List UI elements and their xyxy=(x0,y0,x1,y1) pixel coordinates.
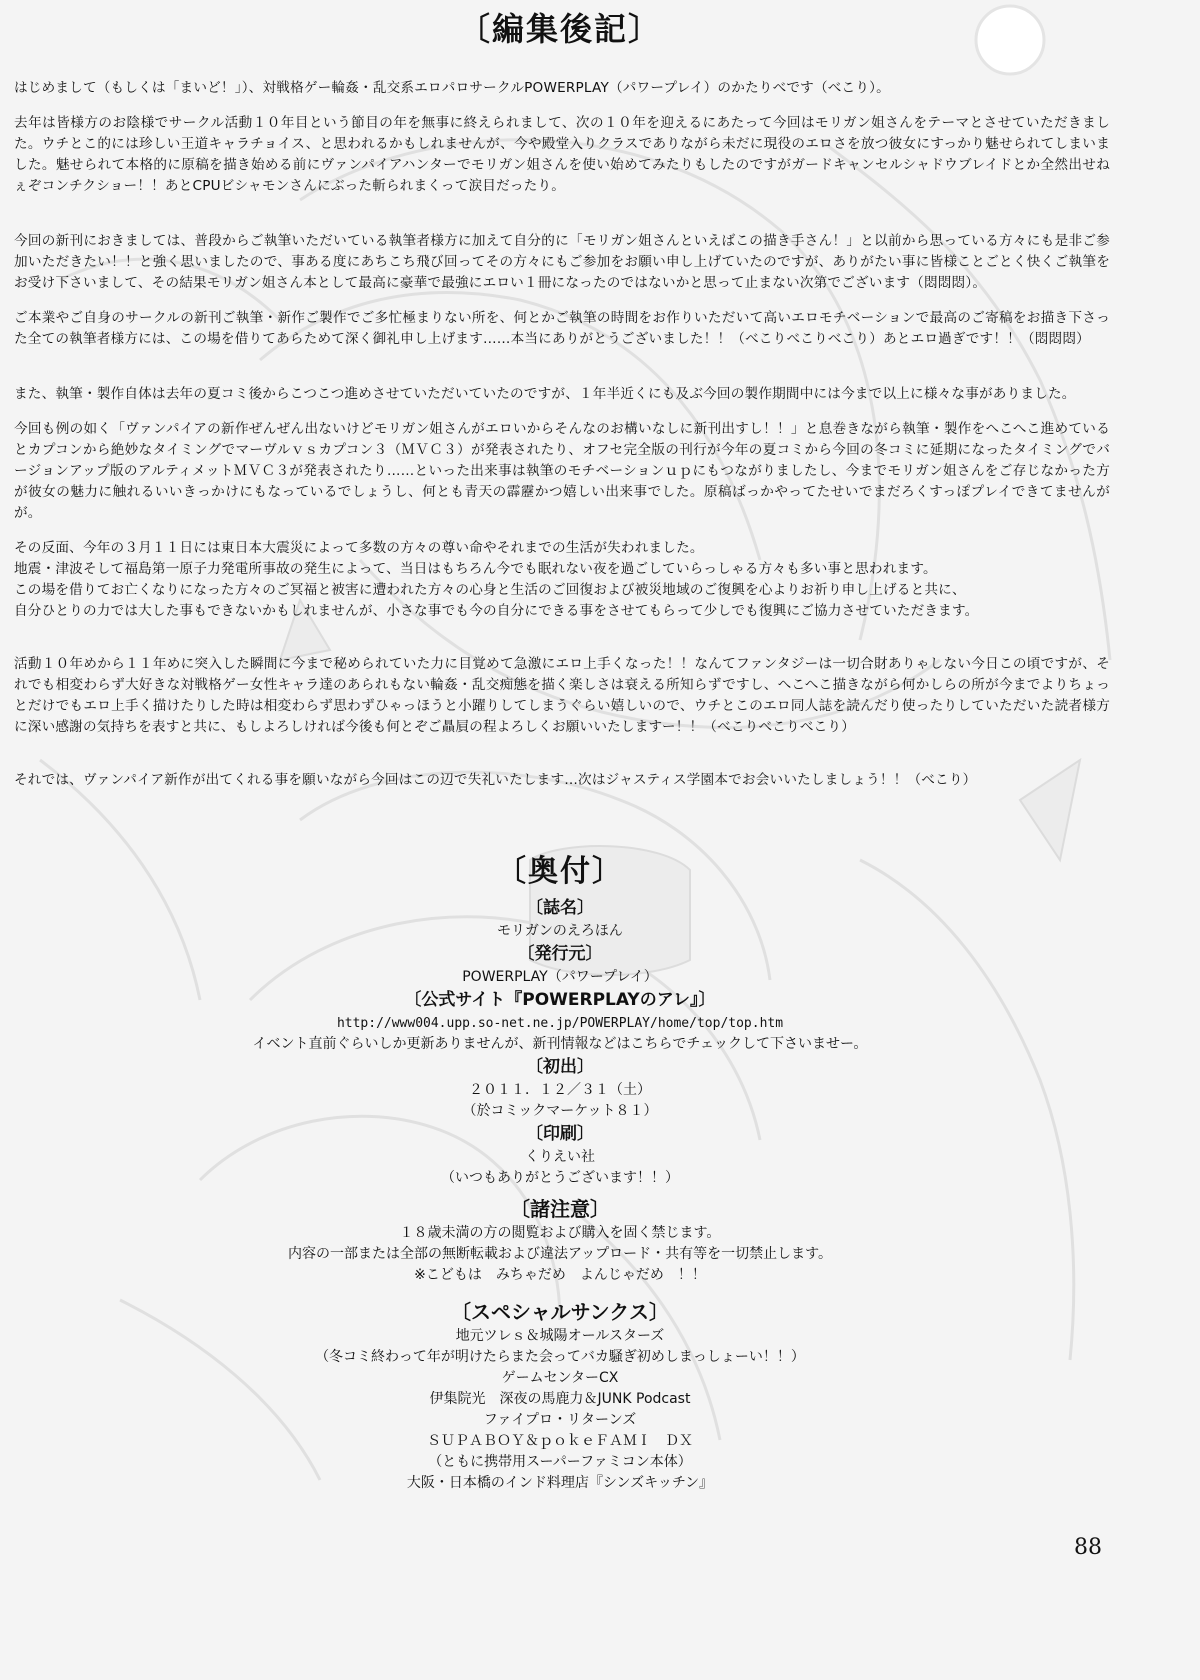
thanks-line: 伊集院光 深夜の馬鹿力＆JUNK Podcast xyxy=(429,1391,691,1407)
afterword-paragraph-1: はじめまして（もしくは「まいど！」）、対戦格ゲー輪姦・乱交系エロパロサークルPOWERPLAY（パワープレイ）のかたりべです（べこり）。 xyxy=(14,80,890,96)
afterword-paragraph-5: また、執筆・製作自体は去年の夏コミ後からこつこつ進めさせていただいていたのですが、１年半近くにも及ぶ今回の製作期間中には今まで以上に様々な事がありました。 xyxy=(14,386,1076,402)
afterword-paragraph-3: 今回の新刊におきましては、普段からご執筆いただいている執筆者様方に加えて自分的に「モリガン姐さんといえばこの描き手さん！」と以前から思っている方々にも是非ご参加いただきたい！！と強く思いましたので、事ある度にあちこち飛び回ってその方々にもご参加をお願い申し上げていたのですが、ありがたい事に皆様ことごとく快くご執筆をお受け下さいまして、その結果モリガン姐さん本として最高に豪華で最強にエロい１冊になったのではないかと思って止まない次第でございます（悶悶悶）。 xyxy=(14,233,1110,291)
publisher-name: POWERPLAY（パワープレイ） xyxy=(462,969,658,985)
notice-line: ※こどもは みちゃだめ よんじゃだめ ！！ xyxy=(414,1267,706,1283)
thanks-line: 大阪・日本橋のインド料理店『シンズキッチン』 xyxy=(406,1475,714,1491)
afterword-title: 〔編集後記〕 xyxy=(457,10,662,48)
notice-line: １８歳未満の方の閲覧および購入を固く禁じます。 xyxy=(399,1225,721,1241)
afterword-paragraph-6: 今回も例の如く「ヴァンパイアの新作ぜんぜん出ないけどモリガン姐さんがエロいからそんなのお構いなしに新刊出すし！！」と息巻きながら執筆・製作をへこへこ進めているとカプコンから絶妙なタイミングでマーヴルｖｓカプコン３（ＭＶＣ３）が発表されたり、オフセ完全版の刊行が今年の夏コミから今回の冬コミに延期になったタイミングでバージョンアップ版のアルティメットＭＶＣ３が発表されたり……といった出来事は執筆のモチベーションｕｐにもつながりましたし、今までモリガン姐さんをご存じなかった方が彼女の魅力に触れるいいきっかけにもなっているでしょうし、何とも青天の霹靂かつ嬉しい出来事でした。原稿ばっかやってたせいでまだろくすっぽプレイできてませんがが。 xyxy=(14,421,1110,521)
magazine-name: モリガンのえろほん xyxy=(497,923,623,939)
printer-note: （いつもありがとうございます！！） xyxy=(441,1170,679,1186)
afterword-paragraph-9: それでは、ヴァンパイア新作が出てくれる事を願いながら今回はこの辺で失礼いたします…次はジャスティス学園本でお会いいたしましょう！！（べこり） xyxy=(14,772,977,788)
thanks-line: ＳＵＰＡＢＯＹ＆ｐｏｋｅＦＡＭＩ ＤＸ xyxy=(427,1433,693,1449)
first-edition-label: 〔初出〕 xyxy=(526,1057,594,1077)
afterword-paragraph-7: その反面、今年の３月１１日には東日本大震災によって多数の方々の尊い命やそれまでの生活が失われました。 地震・津波そして福島第一原子力発電所事故の発生によって、当日はもちろん今でも眠れない夜を過ごしていらっしゃる方々も多い事と思われます。 この場を借りてお亡くなりになった方々のご冥福と被害に遭われた方々の心身と生活のご回復および被災地域のご復興を心よりお祈り申し上げると共に、 自分ひとりの力では大した事もできないかもしれませんが、小さな事でも今の自分にできる事をさせてもらって少しでも復興にご協力させていただきます。 xyxy=(14,540,979,619)
afterword-paragraph-2: 去年は皆様方のお陰様でサークル活動１０年目という節目の年を無事に終えられまして、次の１０年を迎えるにあたって今回はモリガン姐さんをテーマとさせていただきました。ウチとこ的には珍しい王道キャラチョイス、と思われるかもしれませんが、今や殿堂入りクラスでありながら未だに現役のエロさを放つ彼女にすっかり魅せられてしまいました。魅せられて本格的に原稿を描き始める前にヴァンパイアハンターでモリガン姐さんを使い始めてみたりもしたのですがガードキャンセルシャドウブレイドとか全然出せねぇぞコンチクショー！！あとCPUビシャモンさんにぶった斬られまくって涙目だったり。 xyxy=(14,115,1110,194)
page-number: 88 xyxy=(1074,1535,1102,1560)
thanks-line: （ともに携帯用スーパーファミコン本体） xyxy=(428,1454,692,1470)
afterword-paragraph-8: 活動１０年めから１１年めに突入した瞬間に今まで秘められていた力に目覚めて急激にエロ上手くなった！！なんてファンタジーは一切合財ありゃしない今日この頃ですが、それでも相変わらず大好きな対戦格ゲー女性キャラ達のあられもない輪姦・乱交痴態を描く楽しさは衰える所知らずですし、へこへこ描きながら何かしらの所が今までよりちょっとだけでもエロ上手く描けたりした時は相変わらず思わずひゃっほうと小躍りしてしまうぐらい嬉しいので、ウチとこのエロ同人誌を読んだり使ったりしていただいた読者様方に深い感謝の気持ちを表すと共に、もしよろしければ今後も何とぞご贔屓の程よろしくお願いいたしますー！！（べこりべこりべこり） xyxy=(14,656,1110,735)
thanks-line: ゲームセンターCX xyxy=(501,1370,619,1386)
first-edition-event: （於コミックマーケット８１） xyxy=(462,1103,658,1119)
notice-label: 〔諸注意〕 xyxy=(510,1197,610,1221)
site-note: イベント直前ぐらいしか更新ありませんが、新刊情報などはこちらでチェックして下さいませー。 xyxy=(252,1036,868,1052)
thanks-line: ファイプロ・リターンズ xyxy=(483,1412,637,1428)
afterword-body xyxy=(14,78,1110,791)
site-url: http://www004.upp.so-net.ne.jp/POWERPLAY/home/top/top.htm xyxy=(336,1016,784,1031)
printer-name: くりえい社 xyxy=(525,1149,595,1165)
first-edition-date: ２０１１．１２／３１（土） xyxy=(469,1082,651,1098)
notice-line: 内容の一部または全部の無断転載および違法アップロード・共有等を一切禁止します。 xyxy=(288,1246,832,1262)
afterword-paragraph-4: ご本業やご自身のサークルの新刊ご執筆・新作ご製作でご多忙極まりない所を、何とかご執筆の時間をお作りいただいて高いエロモチベーションで最高のご寄稿をお描き下さった全ての執筆者様方には、この場を借りてあらためて深く御礼申し上げます……本当にありがとうございました！！（べこりべこりべこり）あとエロ過ぎです！！（悶悶悶） xyxy=(14,310,1110,347)
thanks-line: （冬コミ終わって年が明けたらまた会ってバカ騒ぎ初めしまっしょーい！！） xyxy=(315,1349,805,1365)
colophon-title: 〔奥付〕 xyxy=(496,854,624,889)
colophon xyxy=(0,846,1120,1494)
publisher-label: 〔発行元〕 xyxy=(517,944,603,964)
thanks-line: 地元ツレｓ＆城陽オールスターズ xyxy=(455,1328,665,1344)
site-label: 〔公式サイト『POWERPLAYのアレ』〕 xyxy=(404,990,716,1010)
special-thanks-label: 〔スペシャルサンクス〕 xyxy=(451,1300,669,1324)
magazine-label: 〔誌名〕 xyxy=(526,898,594,918)
printer-label: 〔印刷〕 xyxy=(526,1124,594,1144)
